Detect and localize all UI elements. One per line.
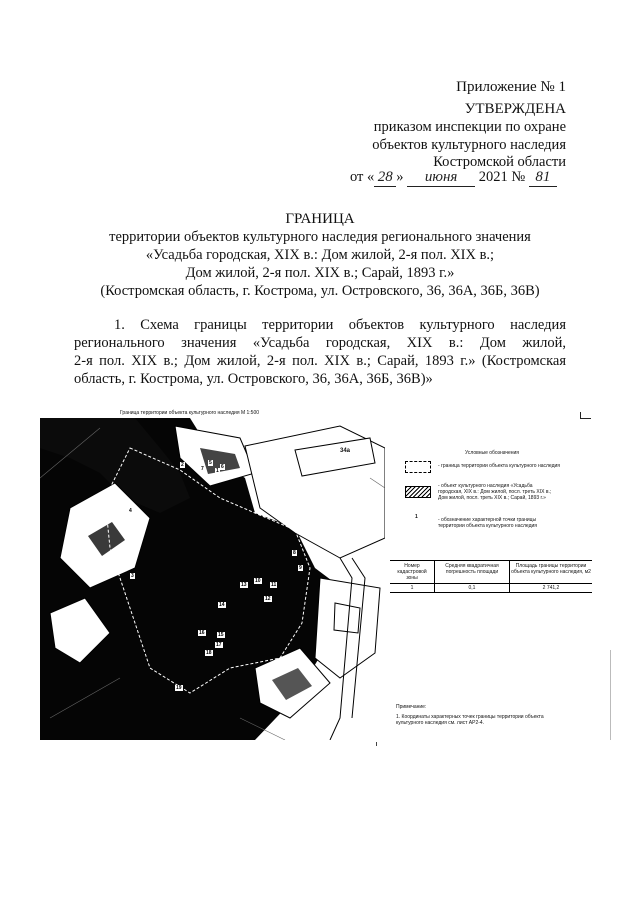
date-day: 28	[374, 168, 396, 187]
approval-line-2: объектов культурного наследия	[372, 137, 566, 153]
order-number: 81	[529, 168, 557, 187]
boundary-point-label: 5	[209, 460, 212, 466]
boundary-point-label: 8	[293, 550, 296, 556]
area-table-row	[390, 584, 592, 593]
boundary-point-label: 12	[265, 596, 271, 602]
figure-title: Граница территории объекта культурного наследия М 1:500	[120, 410, 260, 416]
date-prefix: от «	[350, 169, 375, 185]
paragraph-line-1	[74, 316, 566, 334]
boundary-point-label: 7	[201, 466, 204, 472]
legend-item-object-1: - объект культурного наследия «Усадьба	[438, 483, 533, 489]
paragraph-line-2: регионального значения «Усадьба городская, XIX в.: Дом жилой,	[74, 335, 566, 351]
boundary-scheme-figure	[40, 410, 600, 750]
area-table-col-error: Средняя квадратичная погрешность площади	[435, 561, 510, 583]
area-table-cell-error: 0,1	[435, 584, 510, 592]
legend-item-object-2: городская, XIX в.: Дом жилой, посл. треть XIX в.;	[438, 489, 552, 495]
appendix-label: Приложение № 1	[456, 79, 566, 95]
area-table-cell-area: 2 741,2	[542, 585, 560, 591]
area-table-header	[390, 560, 592, 584]
boundary-point-label: 15	[218, 632, 224, 638]
paragraph-line-3: 2-я пол. XIX в.; Дом жилой, 2-я пол. XIX в.; Сарай, 1893 г.» (Костромская	[74, 353, 566, 369]
boundary-point-label: 2	[181, 462, 184, 468]
date-year: 2021 №	[478, 169, 526, 185]
paragraph-line-4: область, г. Кострома, ул. Островского, 36, 36А, 36Б, 36В)»	[74, 371, 433, 387]
date-mid: »	[396, 169, 404, 185]
boundary-point-label: 11	[271, 582, 277, 588]
legend-item-point-2: территории объекта культурного наследия	[438, 523, 537, 529]
scan-mark	[376, 742, 377, 746]
date-month: июня	[407, 168, 475, 187]
boundary-point-label: 16	[199, 630, 205, 636]
approval-line-1: приказом инспекции по охране	[373, 119, 566, 135]
legend-heading: Условные обозначения	[465, 450, 520, 456]
area-table-col-area: Площадь границы территории объекта культурного наследия, м2	[511, 563, 591, 575]
title-line-2: «Усадьба городская, XIX в.: Дом жилой, 2-я пол. XIX в.;	[145, 247, 495, 263]
boundary-point-label: 1	[216, 468, 219, 474]
building-small-right	[334, 603, 360, 633]
boundary-point-label: 18	[206, 650, 212, 656]
legend-item-point-1: - обозначение характерной точки границы	[438, 517, 537, 523]
title-line-3: Дом жилой, 2-я пол. XIX в.; Сарай, 1893 г.»	[185, 265, 455, 281]
note-line-2: культурного наследия см. лист АР2-4.	[396, 720, 485, 726]
boundary-point-label: 17	[216, 642, 222, 648]
legend-boundary-symbol	[405, 461, 431, 473]
approval-heading: УТВЕРЖДЕНА	[464, 101, 566, 117]
title-line-1: территории объектов культурного наследия регионального значения	[109, 229, 531, 245]
paragraph-line-1-text: 1. Схема границы территории объектов культурного наследия	[114, 317, 566, 333]
boundary-point-label: 13	[241, 582, 247, 588]
boundary-point-label: 14	[219, 602, 225, 608]
document-title: ГРАНИЦА	[285, 211, 355, 227]
area-table-col-zone: Номер кадастровой зоны	[390, 561, 435, 583]
boundary-point-label: 19	[176, 685, 182, 691]
street-number-label: 34а	[340, 448, 351, 454]
area-table	[390, 560, 592, 593]
map-drawing	[40, 418, 385, 740]
legend-item-object-3: Дом жилой, посл. треть XIX в.; Сарай, 1893 г.»	[438, 495, 546, 501]
legend-object-symbol	[405, 486, 431, 498]
note-heading: Примечание:	[396, 704, 427, 710]
boundary-point-label: 9	[299, 565, 302, 571]
boundary-point-label: 6	[221, 464, 224, 470]
title-line-4: (Костромская область, г. Кострома, ул. Островского, 36, 36А, 36Б, 36В)	[100, 283, 540, 299]
boundary-point-label: 10	[255, 578, 261, 584]
note-line-1: 1. Координаты характерных точек границы территории объекта	[396, 714, 544, 720]
boundary-point-label: 4	[129, 508, 132, 514]
approval-date	[350, 168, 580, 187]
approval-line-3: Костромской области	[433, 154, 566, 170]
scan-edge-line	[610, 650, 611, 740]
boundary-point-label: 3	[131, 573, 134, 579]
area-table-cell-zone: 1	[390, 584, 435, 592]
legend-point-symbol: 1	[415, 514, 418, 520]
legend-item-boundary: - граница территории объекта культурного наследия	[438, 463, 561, 469]
corner-mark	[580, 412, 591, 419]
